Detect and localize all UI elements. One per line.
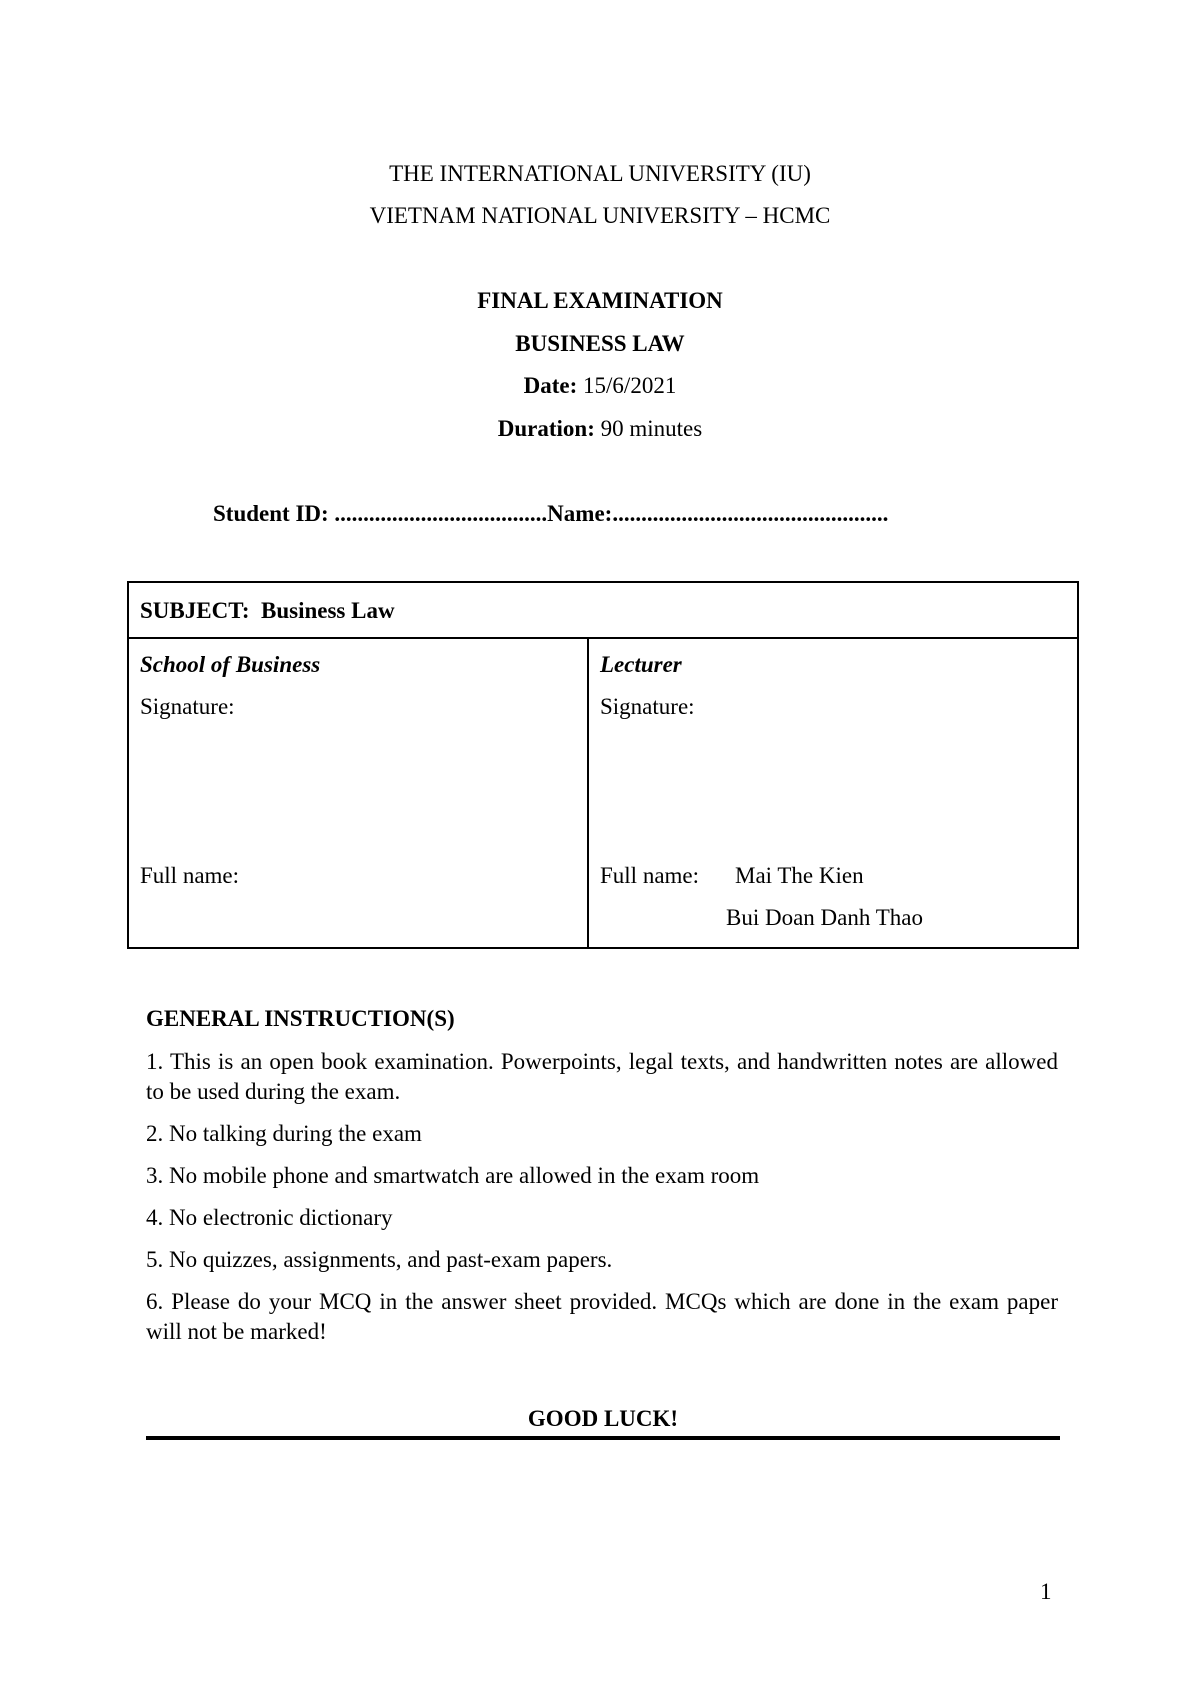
- student-name-label: Name:: [547, 501, 613, 526]
- instruction-item: 6. Please do your MCQ in the answer sheet provided. MCQs which are done in the exam paper will not be marked!: [146, 1289, 1058, 1344]
- student-id-blank[interactable]: .....................................: [334, 501, 548, 526]
- duration-value: 90 minutes: [594, 416, 703, 441]
- exam-duration: [0, 415, 1200, 443]
- good-luck-text: GOOD LUCK!: [527, 1406, 679, 1431]
- signature-table: [127, 581, 1079, 949]
- lecturer-signature-label: Signature:: [600, 694, 695, 719]
- instruction-item: 5. No quizzes, assignments, and past-exam papers.: [146, 1247, 613, 1272]
- closing-rule: [146, 1436, 1060, 1440]
- university-name: THE INTERNATIONAL UNIVERSITY (IU): [389, 161, 811, 186]
- school-signature-label: Signature:: [140, 694, 235, 719]
- instruction-item: 3. No mobile phone and smartwatch are allowed in the exam room: [146, 1163, 760, 1188]
- date-value: 15/6/2021: [577, 373, 677, 398]
- school-fullname-label: Full name:: [140, 863, 240, 888]
- lecturer-heading: Lecturer: [600, 652, 682, 677]
- subject-value: Business Law: [261, 598, 395, 623]
- exam-title: FINAL EXAMINATION: [477, 288, 723, 313]
- instruction-item: 2. No talking during the exam: [146, 1121, 422, 1146]
- duration-label: Duration:: [497, 416, 595, 441]
- exam-date: [0, 372, 1200, 400]
- student-id-label: Student ID:: [213, 501, 335, 526]
- lecturer-fullname-label: Full name:: [600, 863, 700, 888]
- subject-label: SUBJECT:: [140, 598, 250, 623]
- lecturer-name-2: Bui Doan Danh Thao: [726, 905, 923, 930]
- general-instructions: [146, 1005, 1058, 1359]
- school-heading: School of Business: [140, 652, 321, 677]
- date-label: Date:: [523, 373, 578, 398]
- student-info-line: [213, 500, 888, 528]
- instruction-item: 1. This is an open book examination. Powerpoints, legal texts, and handwritten notes are allowed to be used during the exam.: [146, 1049, 1058, 1104]
- instruction-item: 4. No electronic dictionary: [146, 1205, 393, 1230]
- instructions-heading: GENERAL INSTRUCTION(S): [146, 1006, 455, 1031]
- student-name-blank[interactable]: ................................................: [612, 501, 889, 526]
- lecturer-name-1: Mai The Kien: [735, 863, 864, 888]
- table-column-divider: [587, 637, 589, 947]
- exam-subject: BUSINESS LAW: [515, 331, 685, 356]
- table-row-divider: [129, 637, 1077, 639]
- subject-cell: [140, 597, 395, 625]
- page-number: 1: [1040, 1579, 1052, 1604]
- national-university-name: VIETNAM NATIONAL UNIVERSITY – HCMC: [369, 203, 831, 228]
